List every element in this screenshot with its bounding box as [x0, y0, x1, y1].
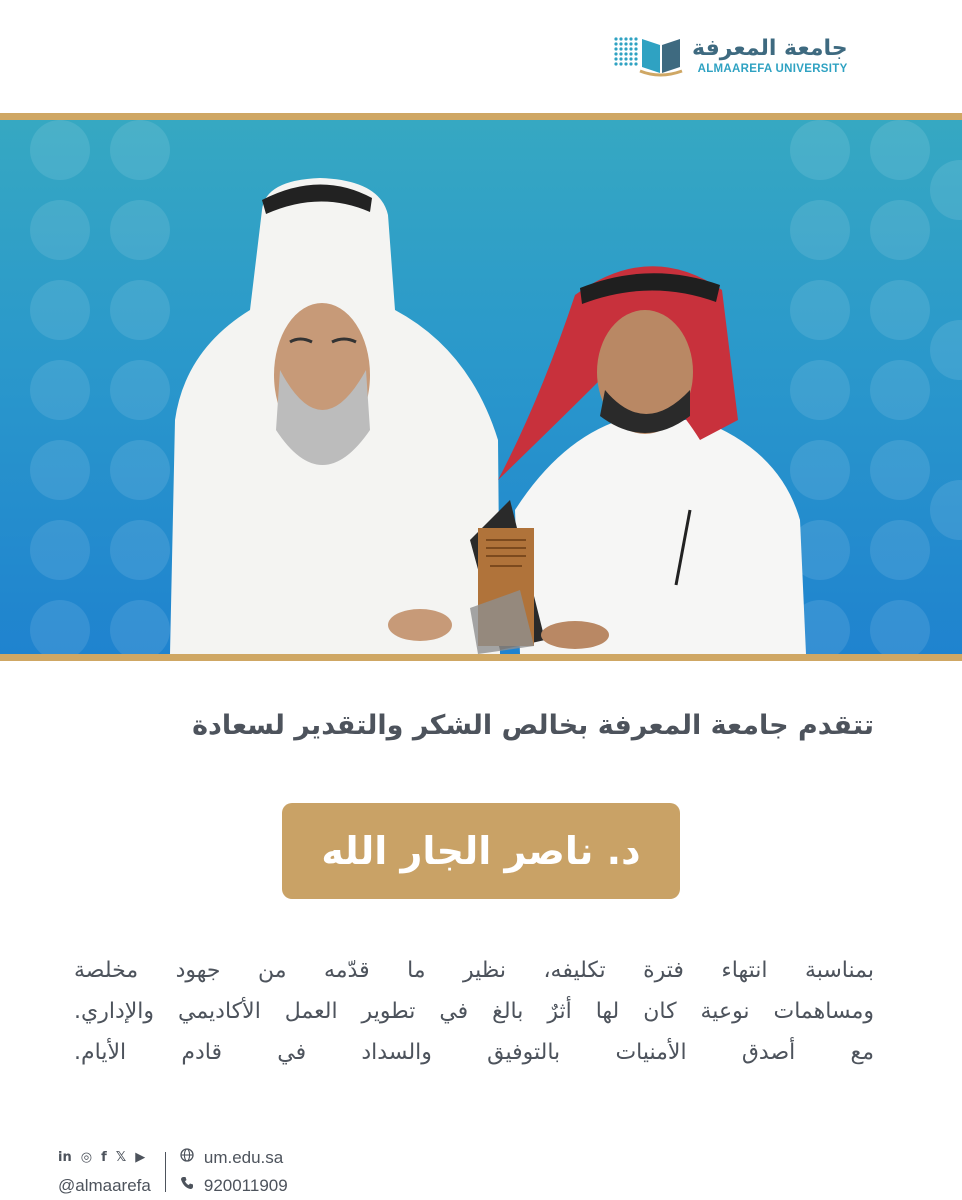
phone-row[interactable]	[180, 1176, 288, 1196]
logo-arabic-text: جامعة المعرفة	[692, 36, 848, 61]
contact-block	[166, 1148, 288, 1196]
instagram-icon[interactable]: ◎	[80, 1150, 93, 1165]
social-icons	[58, 1148, 151, 1168]
facebook-icon[interactable]: f	[101, 1150, 107, 1165]
body-line: ومساهمات نوعية كان لها أثرٌ بالغ في تطوير العمل الأكاديمي والإداري.	[74, 999, 874, 1024]
body-line: مع أصدق الأمنيات بالتوفيق والسداد في قادم الأيام.	[74, 1040, 874, 1065]
intro-text: تتقدم جامعة المعرفة بخالص الشكر والتقدير لسعادة	[192, 710, 874, 741]
footer	[58, 1148, 288, 1196]
body-line: بمناسبة انتهاء فترة تكليفه، نظير ما قدّمه من جهود مخلصة	[74, 958, 874, 983]
linkedin-icon[interactable]: in	[58, 1150, 72, 1165]
book-dots-logo-icon	[612, 33, 686, 79]
globe-icon	[180, 1148, 194, 1168]
website-row[interactable]	[180, 1148, 288, 1168]
youtube-icon[interactable]: ▶	[135, 1150, 146, 1165]
honoree-name-box	[282, 803, 680, 899]
award-ceremony-photo	[0, 120, 962, 654]
x-icon[interactable]: 𝕏	[115, 1150, 127, 1165]
logo-english-text: ALMAAREFA UNIVERSITY	[697, 63, 848, 75]
body-paragraph	[74, 950, 874, 1073]
social-handle[interactable]: @almaarefa	[58, 1176, 151, 1195]
gold-divider-bottom	[0, 654, 962, 661]
phone-number[interactable]: 920011909	[203, 1176, 288, 1195]
honoree-name: د. ناصر الجار الله	[321, 829, 641, 873]
social-block	[58, 1148, 165, 1196]
phone-icon	[180, 1176, 194, 1196]
gold-divider-top	[0, 113, 962, 120]
university-logo	[612, 30, 874, 82]
website-link[interactable]: um.edu.sa	[203, 1148, 284, 1167]
